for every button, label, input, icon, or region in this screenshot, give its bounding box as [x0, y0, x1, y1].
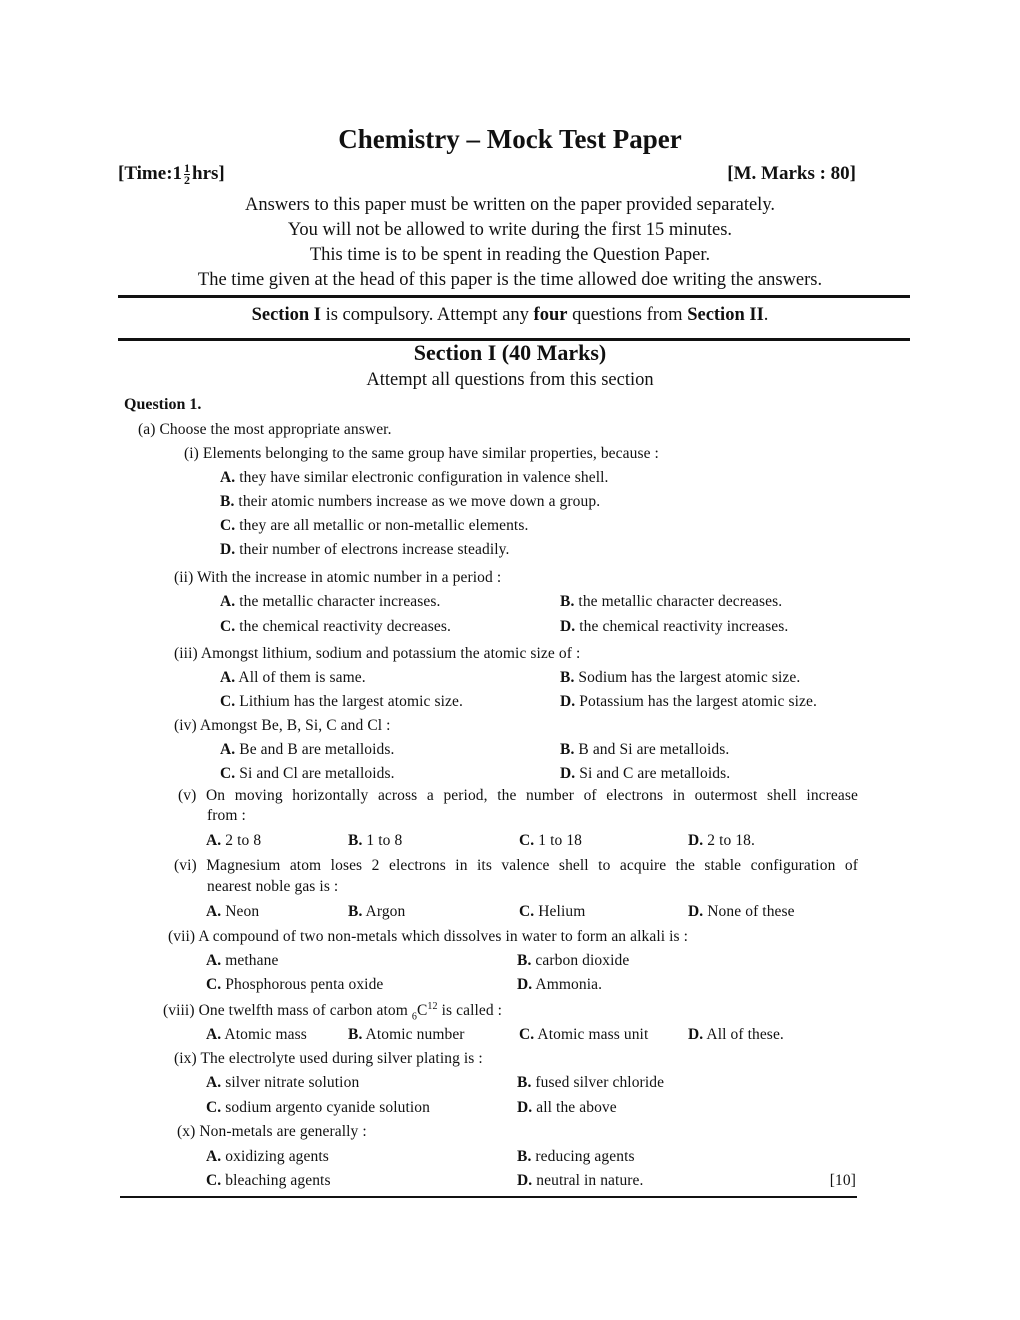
- option-letter: D.: [688, 903, 704, 920]
- question-text: A compound of two non-metals which dissolves in water to form an alkali is :: [198, 928, 689, 945]
- max-marks: [M. Marks : 80]: [727, 163, 856, 184]
- question-number: (x): [177, 1123, 196, 1140]
- option-text: the chemical reactivity decreases.: [239, 618, 451, 635]
- answer-option: [688, 903, 795, 921]
- option-text: All of these.: [706, 1026, 784, 1043]
- option-letter: B.: [517, 1148, 532, 1165]
- answer-option: [220, 693, 463, 711]
- option-text: bleaching agents: [225, 1172, 331, 1189]
- question-text: Magnesium atom loses 2 electrons in its valence shell to acquire the stable configuration of: [206, 857, 858, 874]
- option-letter: B.: [220, 493, 235, 510]
- option-text: B and Si are metalloids.: [578, 741, 730, 758]
- option-letter: C.: [519, 1026, 535, 1043]
- option-letter: D.: [517, 976, 533, 993]
- answer-option: [220, 669, 366, 687]
- answer-option: [348, 903, 405, 921]
- question-text: With the increase in atomic number in a period :: [197, 569, 502, 586]
- question-text: One twelfth mass of carbon atom: [198, 1002, 408, 1020]
- option-letter: A.: [220, 741, 236, 758]
- option-text: sodium argento cyanide solution: [225, 1099, 430, 1116]
- time-fraction: [184, 163, 190, 186]
- option-text: they have similar electronic configuration in valence shell.: [239, 469, 609, 486]
- answer-option: [220, 765, 395, 783]
- option-text: None of these: [707, 903, 795, 920]
- answer-option: [560, 741, 729, 759]
- note-text: .: [763, 305, 769, 325]
- question-stem: [163, 1001, 502, 1022]
- option-text: Atomic mass unit: [537, 1026, 649, 1043]
- question-number: (iii): [174, 645, 198, 662]
- option-text: neutral in nature.: [536, 1172, 644, 1189]
- option-text: carbon dioxide: [535, 952, 630, 969]
- option-letter: C.: [519, 832, 535, 849]
- answer-option: [688, 1026, 784, 1044]
- question-text-continued: from :: [207, 807, 246, 824]
- fraction-numerator: 1: [184, 161, 191, 176]
- option-text: they are all metallic or non-metallic elements.: [239, 517, 529, 534]
- answer-option: [220, 618, 451, 636]
- note-bold: Section I: [251, 305, 321, 325]
- atomic-number: 6: [411, 1011, 417, 1023]
- option-letter: A.: [206, 1074, 222, 1091]
- instruction-line: This time is to be spent in reading the Question Paper.: [309, 245, 711, 265]
- question-text: is called :: [441, 1002, 503, 1020]
- answer-option: [560, 765, 730, 783]
- answer-option: [220, 593, 441, 611]
- question-stem: [177, 1123, 367, 1141]
- option-letter: D.: [560, 618, 576, 635]
- question-number: (iv): [174, 717, 197, 734]
- answer-option: [206, 1172, 331, 1190]
- option-text: Argon: [365, 903, 406, 920]
- option-text: Phosphorous penta oxide: [225, 976, 384, 993]
- option-letter: A.: [206, 903, 222, 920]
- answer-option: [517, 1074, 664, 1092]
- page-title: Chemistry – Mock Test Paper: [338, 124, 682, 154]
- answer-option: [220, 541, 510, 559]
- option-text: Lithium has the largest atomic size.: [239, 693, 463, 710]
- option-letter: A.: [206, 832, 222, 849]
- option-text: all the above: [536, 1099, 617, 1116]
- answer-option: [348, 1026, 465, 1044]
- option-letter: B.: [348, 832, 363, 849]
- answer-option: [206, 832, 261, 850]
- divider: [120, 1196, 857, 1198]
- option-text: Sodium has the largest atomic size.: [578, 669, 801, 686]
- option-letter: A.: [220, 593, 236, 610]
- section-subtitle: Attempt all questions from this section: [366, 370, 654, 390]
- option-text: Ammonia.: [535, 976, 603, 993]
- answer-option: [688, 832, 755, 850]
- option-letter: C.: [206, 976, 222, 993]
- section-title: Section I (40 Marks): [413, 340, 607, 365]
- option-text: fused silver chloride: [535, 1074, 665, 1091]
- answer-option: [560, 618, 788, 636]
- option-text: the metallic character decreases.: [578, 593, 783, 610]
- option-letter: D.: [688, 832, 704, 849]
- option-text: the metallic character increases.: [239, 593, 441, 610]
- option-letter: D.: [560, 693, 576, 710]
- note-text: questions from: [567, 305, 688, 325]
- option-text: Be and B are metalloids.: [239, 741, 395, 758]
- question-stem: [168, 928, 688, 946]
- answer-option: [517, 1099, 617, 1117]
- option-letter: C.: [220, 765, 236, 782]
- question-text-continued: nearest noble gas is :: [207, 878, 339, 895]
- option-letter: D.: [688, 1026, 704, 1043]
- answer-option: [206, 1099, 430, 1117]
- option-letter: A.: [206, 1026, 222, 1043]
- option-letter: A.: [220, 469, 236, 486]
- option-text: Potassium has the largest atomic size.: [579, 693, 817, 710]
- question-label: Question 1.: [124, 396, 202, 413]
- question-stem: [184, 445, 659, 463]
- question-number: (vii): [168, 928, 196, 945]
- option-letter: B.: [348, 903, 363, 920]
- option-letter: D.: [560, 765, 576, 782]
- option-letter: A.: [206, 952, 222, 969]
- option-text: Neon: [225, 903, 260, 920]
- question-number: (viii): [163, 1002, 195, 1020]
- option-text: Atomic mass: [224, 1026, 307, 1043]
- option-letter: B.: [348, 1026, 363, 1043]
- option-text: Helium: [538, 903, 586, 920]
- option-text: Atomic number: [365, 1026, 465, 1043]
- question-number: (i): [184, 445, 199, 462]
- question-number: (ii): [174, 569, 194, 586]
- option-letter: A.: [206, 1148, 222, 1165]
- option-text: 2 to 18.: [707, 832, 755, 849]
- instruction-line: Answers to this paper must be written on the paper provided separately.: [244, 195, 775, 215]
- answer-option: [517, 952, 629, 970]
- question-stem: [174, 857, 858, 875]
- instruction-line: The time given at the head of this paper is the time allowed doe writing the answers.: [197, 270, 823, 290]
- answer-option: [519, 903, 585, 921]
- time-prefix: [Time:1: [118, 163, 183, 184]
- question-number: (ix): [174, 1050, 197, 1067]
- question-text: On moving horizontally across a period, the number of electrons in outermost shell increase: [205, 787, 858, 804]
- mass-number: 12: [427, 1001, 438, 1012]
- option-letter: C.: [220, 618, 236, 635]
- option-letter: D.: [517, 1099, 533, 1116]
- answer-option: [517, 1148, 635, 1166]
- note-bold: Section II: [687, 305, 764, 325]
- question-number: (v): [178, 787, 197, 804]
- option-letter: A.: [220, 669, 236, 686]
- option-letter: C.: [519, 903, 535, 920]
- element-symbol: C: [416, 1002, 428, 1020]
- option-letter: C.: [206, 1099, 222, 1116]
- question-stem: [174, 645, 580, 663]
- option-text: methane: [225, 952, 279, 969]
- option-text: their number of electrons increase steadily.: [239, 541, 510, 558]
- answer-option: [206, 1074, 359, 1092]
- option-letter: D.: [517, 1172, 533, 1189]
- answer-option: [220, 517, 528, 535]
- question-stem: [174, 569, 501, 587]
- divider: [118, 295, 910, 298]
- option-letter: B.: [517, 1074, 532, 1091]
- fraction-denominator: 2: [184, 173, 191, 188]
- option-letter: C.: [220, 517, 236, 534]
- answer-option: [517, 1172, 644, 1190]
- note-text: is compulsory. Attempt any: [320, 305, 534, 325]
- answer-option: [206, 952, 278, 970]
- option-text: oxidizing agents: [225, 1148, 329, 1165]
- answer-option: [220, 493, 600, 511]
- answer-option: [206, 976, 383, 994]
- answer-option: [519, 832, 582, 850]
- question-stem: [174, 1050, 483, 1068]
- option-text: 1 to 8: [366, 832, 403, 849]
- question-part-a: (a) Choose the most appropriate answer.: [138, 421, 392, 438]
- option-text: the chemical reactivity increases.: [579, 618, 789, 635]
- option-text: 1 to 18: [538, 832, 583, 849]
- question-number: (vi): [174, 857, 197, 874]
- answer-option: [220, 741, 394, 759]
- question-text: Amongst Be, B, Si, C and Cl :: [199, 717, 391, 734]
- option-letter: C.: [206, 1172, 222, 1189]
- question-text: Non-metals are generally :: [199, 1123, 367, 1140]
- time-allowed: [118, 163, 225, 186]
- answer-option: [517, 976, 602, 994]
- option-letter: B.: [560, 741, 575, 758]
- time-suffix: hrs]: [192, 163, 225, 184]
- question-text: Amongst lithium, sodium and potassium the atomic size of :: [200, 645, 581, 662]
- answer-option: [519, 1026, 648, 1044]
- answer-option: [560, 593, 782, 611]
- question-marks: [10]: [829, 1172, 856, 1189]
- option-text: Si and C are metalloids.: [579, 765, 731, 782]
- option-letter: B.: [560, 669, 575, 686]
- option-letter: B.: [560, 593, 575, 610]
- question-text: Elements belonging to the same group have similar properties, because :: [202, 445, 659, 462]
- option-text: reducing agents: [535, 1148, 635, 1165]
- option-text: All of them is same.: [238, 669, 366, 686]
- answer-option: [206, 1148, 329, 1166]
- note-bold: four: [533, 305, 568, 325]
- answer-option: [560, 669, 800, 687]
- option-letter: C.: [220, 693, 236, 710]
- question-text: The electrolyte used during silver plating is :: [200, 1050, 483, 1067]
- answer-option: [220, 469, 609, 487]
- option-text: 2 to 8: [225, 832, 262, 849]
- question-stem: [174, 717, 391, 735]
- answer-option: [560, 693, 817, 711]
- answer-option: [348, 832, 402, 850]
- option-letter: B.: [517, 952, 532, 969]
- section-note: [0, 305, 1020, 326]
- answer-option: [206, 1026, 307, 1044]
- option-text: their atomic numbers increase as we move down a group.: [238, 493, 601, 510]
- option-text: Si and Cl are metalloids.: [239, 765, 395, 782]
- answer-option: [206, 903, 259, 921]
- instruction-line: You will not be allowed to write during the first 15 minutes.: [287, 220, 733, 240]
- option-letter: D.: [220, 541, 236, 558]
- question-stem: [178, 787, 858, 805]
- option-text: silver nitrate solution: [225, 1074, 360, 1091]
